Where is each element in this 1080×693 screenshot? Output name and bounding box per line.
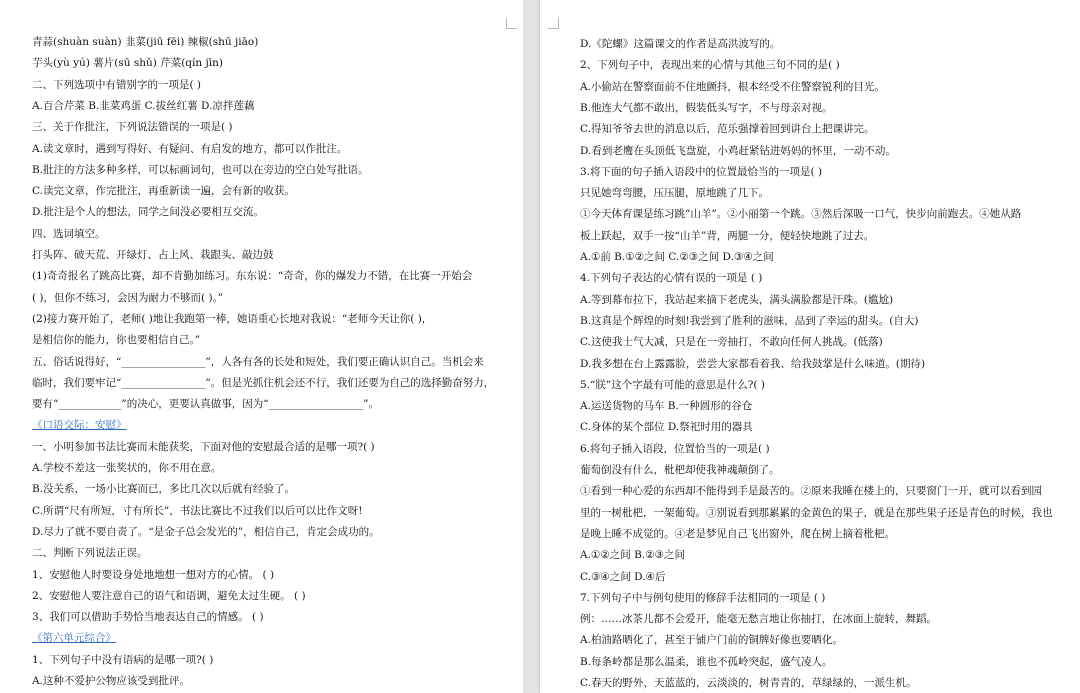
text-line: 要有“____________”的决心，更要认真做事，因为“__________________”。 — [32, 398, 379, 411]
text-line: C.春天的野外，天蓝蓝的，云淡淡的，树青青的，草绿绿的，一派生机。 — [580, 677, 917, 689]
text-line: 青蒜(shuàn suàn) 韭菜(jiū fēi) 辣椒(shū jiāo) — [32, 36, 259, 48]
text-line: 6.将句子插入语段，位置恰当的一项是( ) — [580, 442, 770, 455]
text-line: D.批注是个人的想法，同学之间没必要相互交流。 — [32, 206, 264, 219]
text-line: 7.下列句子中与例句使用的修辞手法相同的一项是 ( ) — [580, 591, 826, 604]
text-line: A.①前 B.①②之间 C.②③之间 D.③④之间 — [580, 251, 774, 263]
text-line: 1、安慰他人时要设身处地地想一想对方的心情。 ( ) — [32, 568, 275, 581]
text-line: 5.“朕”这个字最有可能的意思是什么?( ) — [580, 378, 765, 391]
text-line: 四、选词填空。 — [32, 227, 106, 240]
page-gap — [523, 0, 540, 693]
text-line: 里的一树枇杷，一架葡萄。③别说看到那累累的金黄色的果子，就是在那些果子还是青色的时候，我也 — [580, 506, 1053, 519]
document-page-right — [540, 0, 1080, 693]
section-heading-link[interactable]: 《第六单元综合》 — [32, 632, 116, 645]
text-line: D.《陀螺》这篇课文的作者是高洪波写的。 — [580, 38, 781, 50]
text-line: C.读完文章，作完批注，再重新读一遍，会有新的收获。 — [32, 185, 295, 198]
text-line: 例：……冰茶儿都不会爱开，能毫无愁言地让你抽打，在冰面上旋转，舞蹈。 — [580, 613, 937, 626]
text-line: A.①②之间 B.②③之间 — [580, 549, 685, 562]
text-line: B.批注的方法多种多样，可以标画词句，也可以在旁边的空白处写批语。 — [32, 163, 369, 176]
text-line: 一、小明参加书法比赛而未能获奖，下面对他的安慰最合适的是哪一项?( ) — [32, 440, 375, 453]
text-line: 2、安慰他人要注意自己的语气和语调，避免太过生硬。 ( ) — [32, 589, 306, 602]
text-line: ( )，但你不练习，会因为耐力不够而( )。” — [32, 291, 224, 304]
text-line: B.这真是个辉煌的时刻!我尝到了胜利的滋味，品到了幸运的甜头。(自大) — [580, 314, 919, 327]
text-line: 3、我们可以借助手势恰当地表达自己的情感。 ( ) — [32, 611, 264, 624]
text-line: A.读文章时，遇到写得好、有疑问、有启发的地方，都可以作批注。 — [32, 142, 348, 155]
text-line: 芋头(yù yú) 薯片(sū shǔ) 芹菜(qín jīn) — [32, 57, 223, 70]
text-line: 打头阵、破天荒、开绿灯、占上风、栽跟头、敲边鼓 — [32, 249, 274, 261]
page-corner-marker — [548, 18, 559, 29]
text-line: 葡萄倒没有什么，枇杷却使我神魂颠倒了。 — [580, 464, 780, 476]
page-corner-marker — [506, 18, 517, 29]
text-line: A.这种不爱护公物应该受到批评。 — [32, 675, 190, 687]
text-line: D.看到老鹰在头顶低飞盘旋，小鸡赶紧钻进妈妈的怀里，一动不动。 — [580, 144, 896, 157]
text-line: A.等到幕布拉下，我站起来摘下老虎头，满头满脸都是汗珠。(尴尬) — [580, 293, 894, 306]
text-line: A.学校不差这一张奖状的，你不用在意。 — [32, 462, 222, 474]
text-line: A.柏油路晒化了，甚至于铺户门前的铜牌好像也要晒化。 — [580, 634, 843, 647]
text-line: 是相信你的能力，你也要相信自己。” — [32, 334, 201, 347]
text-line: C.这使我士气大减，只是在一旁抽打，不敢向任何人挑战。(低落) — [580, 336, 883, 349]
text-line: 二、判断下列说法正误。 — [32, 547, 148, 560]
text-line: C.③④之间 D.④后 — [580, 570, 666, 583]
text-line: 五、俗话说得好，“________________”，人各有各的长处和短处，我们要正确认识自己。当机会来 — [32, 355, 484, 368]
text-line: 临时，我们要牢记“________________”。但是光抓住机会还不行，我们还要为自己的选择勤奋努力， — [32, 376, 495, 389]
text-line: 2、下列句子中，表现出来的心情与其他三句不同的是( ) — [580, 59, 840, 72]
text-line: ①看到一种心爱的东西却不能得到手是最苦的。②原来我睡在楼上的，只要窗门一开，就可以看到园 — [580, 485, 1042, 498]
text-line: 板上跃起，双手一按“山羊”背，两腿一分，便轻快地跳了过去。 — [580, 229, 875, 242]
text-line: B.每条岭都是那么温柔，谁也不孤岭突起，盛气凌人。 — [580, 655, 833, 668]
text-line: (1)奇奇报名了跳高比赛，却不肯勤加练习。东东说：“奇奇，你的爆发力不错，在比赛一开始会 — [32, 270, 473, 283]
text-line: 4.下列句子表达的心情有误的一项是 ( ) — [580, 272, 763, 285]
text-line: C.得知爷爷去世的消息以后，范乐强撑着回到讲台上把课讲完。 — [580, 123, 875, 136]
text-line: 是晚上睡不成觉的。④老是梦见自己飞出窗外，爬在树上摘着枇杷。 — [580, 527, 895, 540]
text-line: 只见她弯弯腰，压压腿，原地跳了几下。 — [580, 187, 769, 200]
text-line: A.百合芹菜 B.韭菜鸡蛋 C.拔丝红薯 D.凉拌莲藕 — [32, 99, 255, 112]
document-page-left — [0, 0, 523, 693]
text-line: C.身体的某个部位 D.祭祀时用的器具 — [580, 421, 753, 434]
text-line: A.运送货物的马车 B.一种圆形的谷仓 — [580, 400, 753, 413]
text-line: 1、下列句子中没有语病的是哪一项?( ) — [32, 653, 214, 666]
text-line: ①今天体育课是练习跳“山羊”。②小丽第一个跳。③然后深吸一口气，快步向前跑去。④她从路 — [580, 208, 1022, 221]
text-line: 三、关于作批注，下列说法错误的一项是( ) — [32, 121, 233, 134]
text-line: 3.将下面的句子插入语段中的位置最恰当的一项是( ) — [580, 165, 823, 178]
text-line: C.所谓“尺有所短，寸有所长”，书法比赛比不过我们以后可以比作文呀! — [32, 504, 363, 517]
text-line: B.他连大气都不敢出，假装低头写字，不与母亲对视。 — [580, 101, 833, 114]
text-line: (2)接力赛开始了，老师( )地让我跑第一棒，她语重心长地对我说：“老师今天让你( )， — [32, 312, 433, 325]
text-line: D.尽力了就不要自责了。“是金子总会发光的”，相信自己，肯定会成功的。 — [32, 525, 380, 538]
text-line: A.小偷站在警察面前不住地颤抖，根本经受不住警察锐利的目光。 — [580, 80, 885, 93]
text-line: B.没关系，一场小比赛而已，多比几次以后就有经验了。 — [32, 483, 296, 496]
text-line: D.我多想在台上露露脸，尝尝大家都看着我、给我鼓掌是什么味道。(期待) — [580, 357, 926, 370]
text-line: 二、下列选项中有错别字的一项是( ) — [32, 78, 202, 91]
section-heading-link[interactable]: 《口语交际：安慰》 — [32, 419, 127, 432]
